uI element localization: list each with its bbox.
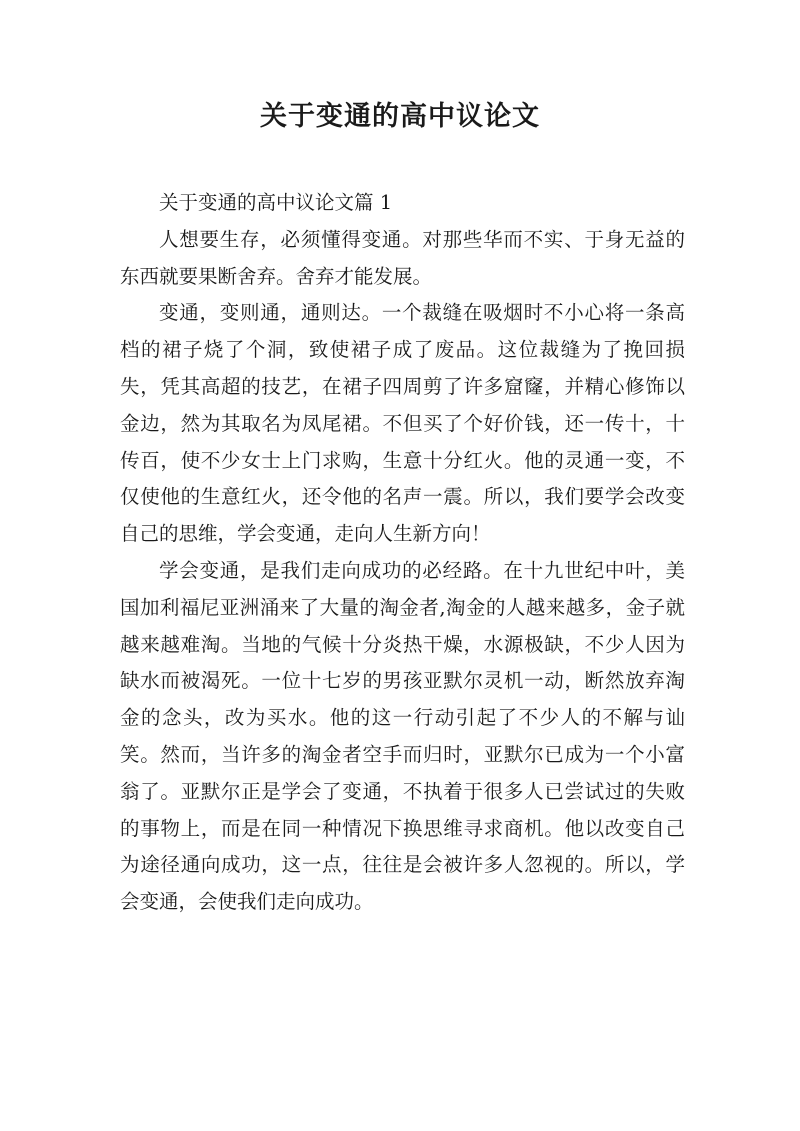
document-title: 关于变通的高中议论文: [260, 101, 540, 132]
section-heading: 关于变通的高中议论文篇 1: [159, 191, 393, 214]
paragraph: 变通，变则通，通则达。一个裁缝在吸烟时不小心将一条高档的裙子烧了个洞，致使裙子成了废品。这位裁缝为了挽回损失，凭其高超的技艺，在裙子四周剪了许多窟窿，并精心修饰以金边，然为其取名为凤尾裙。不但买了个好价钱，还一传十，十传百，使不少女士上门求购，生意十分红火。他的灵通一变，不仅使他的生意红火，还令他的名声一震。所以，我们要学会改变自己的思维，学会变通，走向人生新方向！: [120, 301, 685, 546]
document-body: [120, 185, 685, 921]
paragraph: 人想要生存，必须懂得变通。对那些华而不实、于身无益的东西就要果断舍弃。舍弃才能发展。: [120, 227, 685, 288]
paragraph: 学会变通，是我们走向成功的必经路。在十九世纪中叶，美国加利福尼亚洲涌来了大量的淘金者,淘金的人越来越多，金子就越来越难淘。当地的气候十分炎热干燥，水源极缺，不少人因为缺水而被渴死。一位十七岁的男孩亚默尔灵机一动，断然放弃淘金的念头，改为买水。他的这一行动引起了不少人的不解与讪笑。然而，当许多的淘金者空手而归时，亚默尔已成为一个小富翁了。亚默尔正是学会了变通，不执着于很多人已尝试过的失败的事物上，而是在同一种情况下换思维寻求商机。他以改变自己为途径通向成功，这一点，往往是会被许多人忽视的。所以，学会变通，会使我们走向成功。: [120, 558, 685, 914]
